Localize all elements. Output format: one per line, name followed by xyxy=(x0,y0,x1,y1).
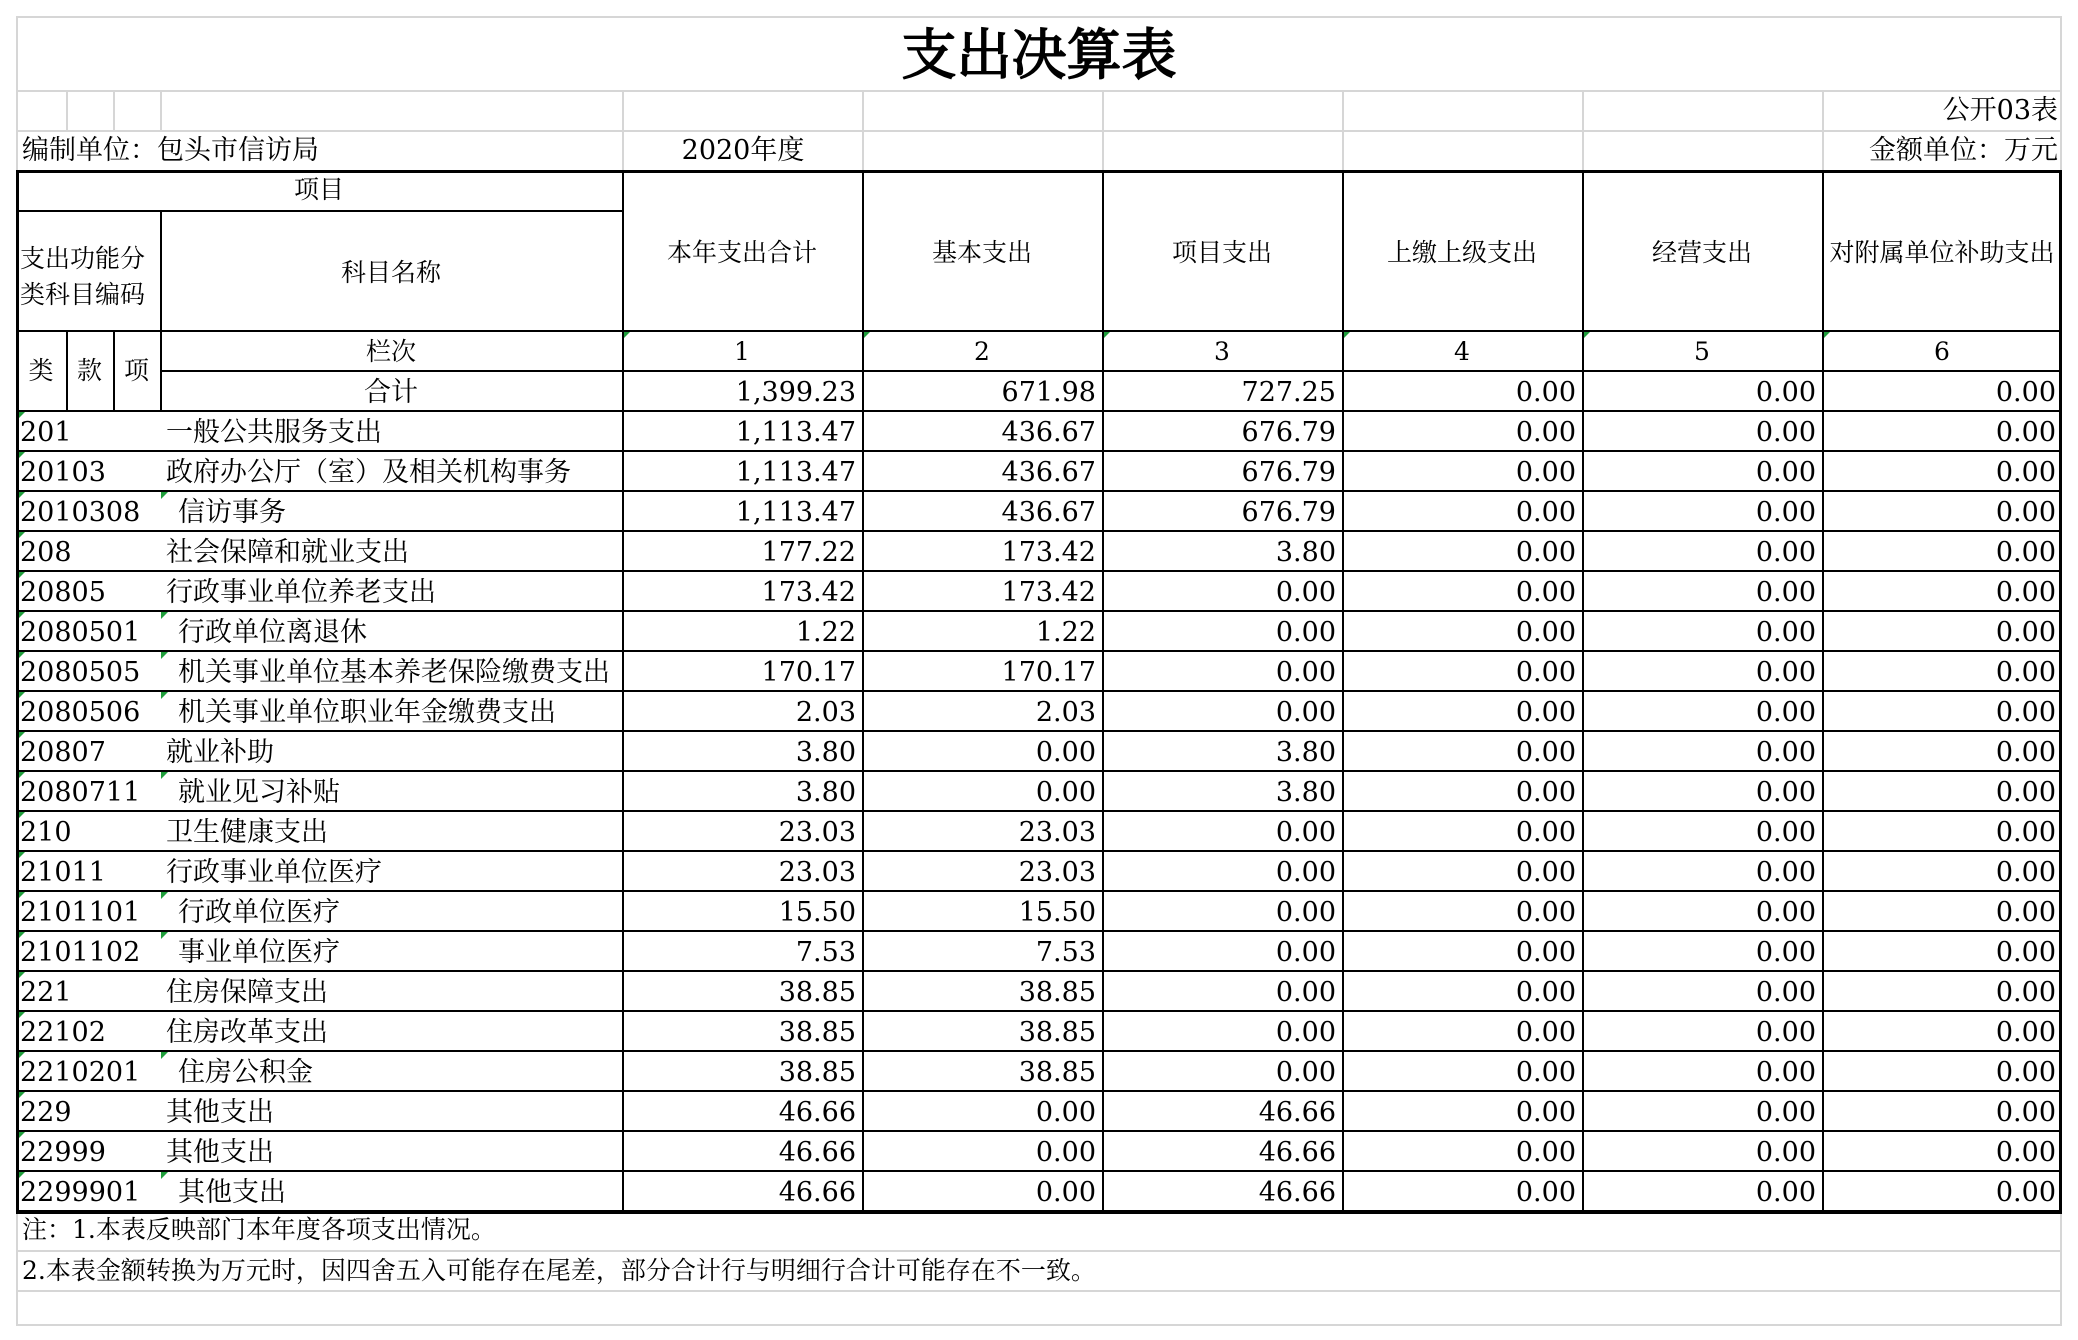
cell-amount: 0.00 xyxy=(1995,897,2056,928)
cell-amount: 0.00 xyxy=(1995,697,2056,728)
cell-amount: 23.03 xyxy=(1018,817,1096,848)
table-border xyxy=(1342,170,1344,1214)
cell-subject-name: 其他支出 xyxy=(166,1097,274,1128)
table-row xyxy=(0,690,2078,730)
cell-marker xyxy=(161,651,169,659)
column-number: 1 xyxy=(734,337,750,366)
cell-amount: 0.00 xyxy=(1995,1097,2056,1128)
cell-amount: 3.80 xyxy=(1275,777,1336,808)
cell-amount: 0.00 xyxy=(1755,977,1816,1008)
cell-amount: 0.00 xyxy=(1755,697,1816,728)
header-subject-name: 科目名称 xyxy=(340,258,441,287)
table-border xyxy=(16,890,2062,892)
cell-amount: 0.00 xyxy=(1275,577,1336,608)
header-project: 项目 xyxy=(293,175,344,204)
cell-subject-name: 社会保障和就业支出 xyxy=(166,537,409,568)
cell-amount: 0.00 xyxy=(1515,537,1576,568)
table-row xyxy=(0,1090,2078,1130)
cell-amount: 0.00 xyxy=(1995,417,2056,448)
cell-amount: 436.67 xyxy=(1001,457,1096,488)
cell-amount: 0.00 xyxy=(1755,577,1816,608)
cell-amount: 676.79 xyxy=(1241,417,1336,448)
table-border xyxy=(862,170,864,1214)
cell-amount: 0.00 xyxy=(1515,977,1576,1008)
cell-marker xyxy=(18,531,26,539)
cell-marker xyxy=(18,891,26,899)
cell-amount: 0.00 xyxy=(1515,457,1576,488)
cell-subject-name: 行政事业单位医疗 xyxy=(166,857,382,888)
cell-amount: 1,113.47 xyxy=(735,417,856,448)
cell-amount: 46.66 xyxy=(1258,1177,1336,1208)
table-border xyxy=(16,170,19,1214)
cell-amount: 0.00 xyxy=(1755,937,1816,968)
table-row xyxy=(0,730,2078,770)
cell-code: 201 xyxy=(20,417,72,448)
cell-amount: 3.80 xyxy=(795,737,856,768)
gridline xyxy=(16,130,2062,132)
gridline xyxy=(16,1290,2062,1292)
cell-amount: 0.00 xyxy=(1755,1017,1816,1048)
gridline xyxy=(1342,90,1344,170)
cell-code: 2101102 xyxy=(20,937,141,968)
cell-amount: 0.00 xyxy=(1995,497,2056,528)
cell-amount: 0.00 xyxy=(1755,817,1816,848)
cell-amount: 46.66 xyxy=(778,1137,856,1168)
cell-amount: 46.66 xyxy=(778,1177,856,1208)
column-number: 3 xyxy=(1214,337,1230,366)
cell-marker xyxy=(161,891,169,899)
cell-amount: 0.00 xyxy=(1275,617,1336,648)
table-border xyxy=(16,170,2062,173)
gridline xyxy=(160,90,162,130)
table-border xyxy=(16,1170,2062,1172)
cell-amount: 1,113.47 xyxy=(735,457,856,488)
cell-amount: 0.00 xyxy=(1995,777,2056,808)
cell-subject-name: 卫生健康支出 xyxy=(166,817,328,848)
cell-subject-name: 机关事业单位基本养老保险缴费支出 xyxy=(178,657,610,688)
cell-subject-name: 信访事务 xyxy=(178,497,286,528)
cell-subject-name: 住房保障支出 xyxy=(166,977,328,1008)
cell-amount: 0.00 xyxy=(1515,417,1576,448)
table-border xyxy=(16,530,2062,532)
note-2: 2.本表金额转换为万元时，因四舍五入可能存在尾差，部分合计行与明细行合计可能存在不一致。 xyxy=(22,1256,1096,1285)
year-label: 2020年度 xyxy=(681,135,805,166)
cell-code: 210 xyxy=(20,817,72,848)
header-code-group: 支出功能分类科目编码 xyxy=(20,244,146,309)
cell-subject-name: 行政事业单位养老支出 xyxy=(166,577,436,608)
cell-subject-name: 事业单位医疗 xyxy=(178,937,340,968)
cell-marker xyxy=(18,971,26,979)
cell-amount: 0.00 xyxy=(1275,697,1336,728)
cell-amount: 676.79 xyxy=(1241,457,1336,488)
cell-marker xyxy=(1583,331,1591,339)
total-row-label: 合计 xyxy=(364,377,418,408)
table-border xyxy=(16,330,2062,332)
cell-amount: 46.66 xyxy=(1258,1097,1336,1128)
table-row xyxy=(0,410,2078,450)
cell-amount: 23.03 xyxy=(778,857,856,888)
column-number: 6 xyxy=(1934,337,1950,366)
total-cell: 0.00 xyxy=(1515,377,1576,408)
table-row xyxy=(0,890,2078,930)
cell-amount: 0.00 xyxy=(1995,657,2056,688)
cell-amount: 46.66 xyxy=(1258,1137,1336,1168)
cell-amount: 0.00 xyxy=(1515,697,1576,728)
header-col-project: 项目支出 xyxy=(1171,238,1272,267)
cell-code: 2101101 xyxy=(20,897,141,928)
cell-code: 20103 xyxy=(20,457,106,488)
currency-label: 金额单位：万元 xyxy=(1869,135,2058,166)
table-row xyxy=(0,1010,2078,1050)
cell-code: 21011 xyxy=(20,857,106,888)
cell-amount: 0.00 xyxy=(1275,857,1336,888)
total-cell: 671.98 xyxy=(1001,377,1096,408)
cell-amount: 0.00 xyxy=(1755,617,1816,648)
table-border xyxy=(1822,170,1824,1214)
table-border xyxy=(16,450,2062,452)
cell-amount: 23.03 xyxy=(778,817,856,848)
table-border xyxy=(16,210,622,212)
table-border xyxy=(113,330,115,410)
cell-amount: 0.00 xyxy=(1995,1137,2056,1168)
cell-marker xyxy=(161,1051,169,1059)
table-border xyxy=(160,370,2062,372)
table-border xyxy=(2059,170,2062,1214)
note-1: 注：1.本表反映部门本年度各项支出情况。 xyxy=(22,1215,496,1244)
form-code: 公开03表 xyxy=(1942,95,2058,126)
cell-amount: 0.00 xyxy=(1755,737,1816,768)
total-cell: 0.00 xyxy=(1995,377,2056,408)
cell-amount: 0.00 xyxy=(1515,737,1576,768)
cell-marker xyxy=(18,691,26,699)
table-row xyxy=(0,490,2078,530)
total-cell: 727.25 xyxy=(1241,377,1336,408)
header-col-basic: 基本支出 xyxy=(931,238,1032,267)
table-row xyxy=(0,650,2078,690)
header-col-total: 本年支出合计 xyxy=(666,238,817,267)
cell-amount: 436.67 xyxy=(1001,417,1096,448)
cell-marker xyxy=(18,731,26,739)
table-border xyxy=(16,1210,2062,1214)
table-border xyxy=(66,330,68,410)
cell-amount: 0.00 xyxy=(1755,777,1816,808)
cell-marker xyxy=(18,411,26,419)
cell-amount: 170.17 xyxy=(761,657,856,688)
cell-marker xyxy=(1823,331,1831,339)
cell-subject-name: 其他支出 xyxy=(178,1177,286,1208)
table-border xyxy=(16,850,2062,852)
cell-amount: 0.00 xyxy=(1515,497,1576,528)
cell-amount: 0.00 xyxy=(1275,1017,1336,1048)
cell-code: 2080711 xyxy=(20,777,141,808)
cell-amount: 38.85 xyxy=(778,1057,856,1088)
cell-code: 208 xyxy=(20,537,72,568)
cell-amount: 177.22 xyxy=(761,537,856,568)
cell-amount: 0.00 xyxy=(1755,1097,1816,1128)
cell-subject-name: 政府办公厅（室）及相关机构事务 xyxy=(166,457,571,488)
header-kuan: 款 xyxy=(76,356,102,385)
column-number: 5 xyxy=(1694,337,1710,366)
cell-subject-name: 就业见习补贴 xyxy=(178,777,340,808)
cell-subject-name: 行政单位医疗 xyxy=(178,897,340,928)
cell-marker xyxy=(18,451,26,459)
cell-subject-name: 住房改革支出 xyxy=(166,1017,328,1048)
cell-amount: 38.85 xyxy=(1018,977,1096,1008)
cell-amount: 0.00 xyxy=(1755,897,1816,928)
cell-amount: 0.00 xyxy=(1995,617,2056,648)
table-border xyxy=(16,1010,2062,1012)
table-row xyxy=(0,450,2078,490)
cell-amount: 46.66 xyxy=(778,1097,856,1128)
cell-amount: 0.00 xyxy=(1755,417,1816,448)
total-cell: 1,399.23 xyxy=(735,377,856,408)
cell-marker xyxy=(161,771,169,779)
cell-code: 20807 xyxy=(20,737,106,768)
cell-amount: 0.00 xyxy=(1035,1137,1096,1168)
cell-amount: 15.50 xyxy=(1018,897,1096,928)
cell-amount: 0.00 xyxy=(1515,577,1576,608)
table-border xyxy=(16,770,2062,772)
cell-subject-name: 一般公共服务支出 xyxy=(166,417,382,448)
cell-marker xyxy=(18,851,26,859)
gridline xyxy=(113,90,115,130)
cell-amount: 7.53 xyxy=(795,937,856,968)
cell-amount: 676.79 xyxy=(1241,497,1336,528)
cell-amount: 0.00 xyxy=(1755,1057,1816,1088)
table-border xyxy=(1102,170,1104,1214)
cell-amount: 0.00 xyxy=(1515,1137,1576,1168)
cell-marker xyxy=(161,611,169,619)
cell-amount: 0.00 xyxy=(1515,937,1576,968)
cell-amount: 0.00 xyxy=(1995,817,2056,848)
cell-amount: 0.00 xyxy=(1035,1177,1096,1208)
table-row xyxy=(0,570,2078,610)
cell-amount: 38.85 xyxy=(1018,1057,1096,1088)
header-xiang: 项 xyxy=(123,356,149,385)
cell-amount: 23.03 xyxy=(1018,857,1096,888)
cell-amount: 0.00 xyxy=(1995,577,2056,608)
cell-amount: 0.00 xyxy=(1755,1137,1816,1168)
cell-marker xyxy=(161,1171,169,1179)
table-row xyxy=(0,970,2078,1010)
cell-amount: 0.00 xyxy=(1035,1097,1096,1128)
table-row xyxy=(0,610,2078,650)
header-col-upper: 上缴上级支出 xyxy=(1386,238,1537,267)
gridline xyxy=(16,1250,2062,1252)
cell-amount: 0.00 xyxy=(1515,657,1576,688)
gridline xyxy=(1102,90,1104,170)
table-border xyxy=(16,970,2062,972)
table-border xyxy=(622,170,624,1214)
table-row xyxy=(0,1050,2078,1090)
table-row xyxy=(0,850,2078,890)
cell-amount: 0.00 xyxy=(1995,1057,2056,1088)
cell-amount: 0.00 xyxy=(1275,817,1336,848)
cell-amount: 436.67 xyxy=(1001,497,1096,528)
cell-amount: 0.00 xyxy=(1995,457,2056,488)
cell-marker xyxy=(18,571,26,579)
cell-code: 2299901 xyxy=(20,1177,141,1208)
table-border xyxy=(16,490,2062,492)
table-row xyxy=(0,770,2078,810)
cell-amount: 0.00 xyxy=(1515,1177,1576,1208)
gridline xyxy=(66,90,68,130)
cell-code: 2080501 xyxy=(20,617,141,648)
table-border xyxy=(16,930,2062,932)
header-col-subsidy: 对附属单位补助支出 xyxy=(1829,238,2055,267)
gridline xyxy=(862,90,864,170)
cell-code: 2080505 xyxy=(20,657,141,688)
cell-subject-name: 行政单位离退休 xyxy=(178,617,367,648)
gridline xyxy=(16,90,2062,92)
cell-amount: 3.80 xyxy=(1275,737,1336,768)
cell-amount: 0.00 xyxy=(1515,617,1576,648)
cell-marker xyxy=(18,771,26,779)
cell-marker xyxy=(1103,331,1111,339)
cell-amount: 0.00 xyxy=(1275,657,1336,688)
cell-amount: 0.00 xyxy=(1035,777,1096,808)
cell-marker xyxy=(18,611,26,619)
cell-amount: 38.85 xyxy=(778,1017,856,1048)
cell-marker xyxy=(18,1091,26,1099)
cell-code: 2010308 xyxy=(20,497,141,528)
cell-amount: 0.00 xyxy=(1275,897,1336,928)
cell-amount: 173.42 xyxy=(761,577,856,608)
table-border xyxy=(16,1050,2062,1052)
cell-code: 22102 xyxy=(20,1017,106,1048)
cell-marker xyxy=(18,651,26,659)
table-row xyxy=(0,930,2078,970)
cell-amount: 0.00 xyxy=(1275,1057,1336,1088)
cell-amount: 173.42 xyxy=(1001,577,1096,608)
table-row xyxy=(0,1130,2078,1170)
header-col-business: 经营支出 xyxy=(1651,238,1752,267)
table-border xyxy=(16,690,2062,692)
cell-marker xyxy=(863,331,871,339)
table-border xyxy=(16,610,2062,612)
cell-marker xyxy=(18,1011,26,1019)
gridline xyxy=(1582,90,1584,170)
cell-amount: 170.17 xyxy=(1001,657,1096,688)
cell-marker xyxy=(161,491,169,499)
cell-amount: 0.00 xyxy=(1755,497,1816,528)
table-border xyxy=(16,730,2062,732)
cell-amount: 0.00 xyxy=(1515,1017,1576,1048)
cell-amount: 3.80 xyxy=(795,777,856,808)
table-border xyxy=(16,1130,2062,1132)
cell-amount: 15.50 xyxy=(778,897,856,928)
cell-amount: 2.03 xyxy=(1035,697,1096,728)
table-border xyxy=(160,210,162,410)
cell-amount: 0.00 xyxy=(1755,1177,1816,1208)
cell-amount: 38.85 xyxy=(1018,1017,1096,1048)
cell-amount: 0.00 xyxy=(1755,657,1816,688)
cell-marker xyxy=(18,811,26,819)
cell-amount: 0.00 xyxy=(1995,977,2056,1008)
total-cell: 0.00 xyxy=(1755,377,1816,408)
cell-amount: 1,113.47 xyxy=(735,497,856,528)
table-border xyxy=(16,650,2062,652)
cell-code: 229 xyxy=(20,1097,72,1128)
cell-marker xyxy=(18,1131,26,1139)
cell-amount: 0.00 xyxy=(1755,457,1816,488)
cell-marker xyxy=(1343,331,1351,339)
table-border xyxy=(16,1090,2062,1092)
cell-marker xyxy=(18,1051,26,1059)
cell-amount: 0.00 xyxy=(1995,737,2056,768)
cell-amount: 0.00 xyxy=(1515,857,1576,888)
gridline xyxy=(16,1324,2062,1326)
table-border xyxy=(16,570,2062,572)
gridline xyxy=(16,16,2062,18)
cell-amount: 3.80 xyxy=(1275,537,1336,568)
column-number: 2 xyxy=(974,337,990,366)
header-lei: 类 xyxy=(28,356,54,385)
cell-amount: 0.00 xyxy=(1515,1057,1576,1088)
cell-amount: 0.00 xyxy=(1995,937,2056,968)
cell-code: 20805 xyxy=(20,577,106,608)
cell-subject-name: 机关事业单位职业年金缴费支出 xyxy=(178,697,556,728)
cell-amount: 38.85 xyxy=(778,977,856,1008)
table-border xyxy=(16,410,2062,412)
cell-amount: 0.00 xyxy=(1035,737,1096,768)
cell-amount: 0.00 xyxy=(1515,1097,1576,1128)
unit-label: 编制单位：包头市信访局 xyxy=(22,135,319,166)
cell-code: 2210201 xyxy=(20,1057,141,1088)
cell-amount: 0.00 xyxy=(1755,537,1816,568)
cell-amount: 1.22 xyxy=(795,617,856,648)
cell-marker xyxy=(161,931,169,939)
cell-marker xyxy=(623,331,631,339)
cell-amount: 0.00 xyxy=(1755,857,1816,888)
cell-amount: 0.00 xyxy=(1995,857,2056,888)
cell-subject-name: 就业补助 xyxy=(166,737,274,768)
cell-amount: 0.00 xyxy=(1995,1017,2056,1048)
cell-amount: 0.00 xyxy=(1995,537,2056,568)
page-title: 支出决算表 xyxy=(901,23,1177,87)
cell-amount: 0.00 xyxy=(1515,777,1576,808)
table-row xyxy=(0,530,2078,570)
cell-marker xyxy=(18,491,26,499)
table-border xyxy=(1582,170,1584,1214)
cell-amount: 0.00 xyxy=(1515,897,1576,928)
cell-amount: 2.03 xyxy=(795,697,856,728)
cell-amount: 173.42 xyxy=(1001,537,1096,568)
cell-subject-name: 其他支出 xyxy=(166,1137,274,1168)
cell-marker xyxy=(18,931,26,939)
cell-code: 22999 xyxy=(20,1137,106,1168)
cell-code: 2080506 xyxy=(20,697,141,728)
cell-marker xyxy=(18,1171,26,1179)
table-row xyxy=(0,1170,2078,1210)
table-row xyxy=(0,810,2078,850)
column-number: 4 xyxy=(1454,337,1470,366)
cell-marker xyxy=(161,691,169,699)
cell-subject-name: 住房公积金 xyxy=(178,1057,313,1088)
cell-amount: 0.00 xyxy=(1275,977,1336,1008)
cell-amount: 0.00 xyxy=(1995,1177,2056,1208)
cell-amount: 1.22 xyxy=(1035,617,1096,648)
header-lanci: 栏次 xyxy=(365,337,416,366)
cell-amount: 0.00 xyxy=(1275,937,1336,968)
cell-amount: 0.00 xyxy=(1515,817,1576,848)
cell-code: 221 xyxy=(20,977,72,1008)
cell-amount: 7.53 xyxy=(1035,937,1096,968)
table-border xyxy=(16,810,2062,812)
